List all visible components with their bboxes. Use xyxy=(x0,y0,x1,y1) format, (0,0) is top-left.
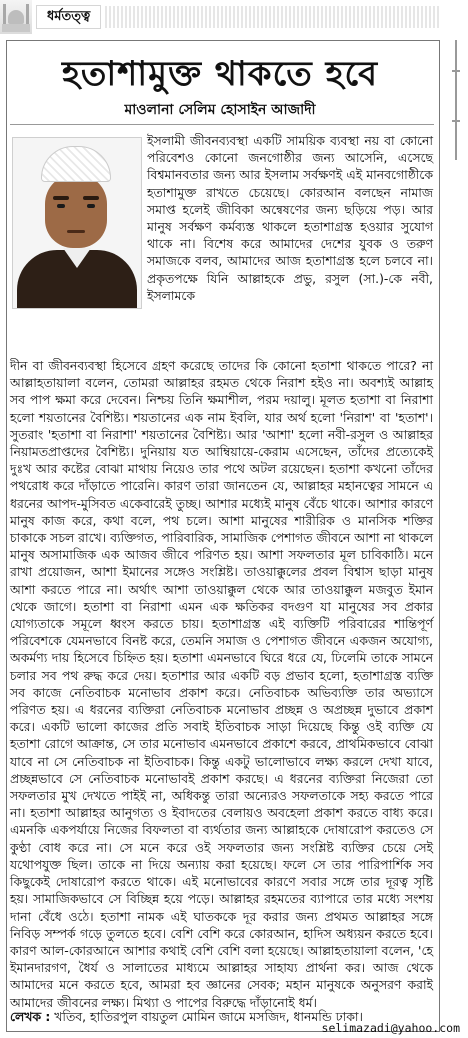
article-body: দীন বা জীবনব্যবস্থা হিসেবে গ্রহণ করেছে তাদের কি কোনো হতাশা থাকতে পারে? না আল্লাহতায়ালা বলেন, তোমরা আল্লাহর রহমত থেকে নিরাশ হইও না। অবশ্যই আল্লাহ সব পাপ ক্ষমা করে দেবেন। নিশ্চয় তিনি ক্ষমাশীল, পরম দয়ালু। মূলত হতাশা বা নিরাশা হলো শয়তানের বৈশিষ্ট্য। শয়তানের এক নাম ইবলি, যার অর্থ হলো 'নিরাশ' বা 'হতাশ'। সুতরাং 'হতাশা বা নিরাশা' শয়তানের বৈশিষ্ট্য। আর 'আশা' হলো নবী-রসুল ও আল্লাহর নিয়ামতপ্রাপ্তদের বৈশিষ্ট্য। দুনিয়ায় যত আম্বিয়ায়ে-কেরাম এসেছেন, তাঁদের প্রত্যেকেই দুঃখ আর কষ্টের বোঝা মাথায় নিয়েও তার পথে অটল রয়েছেন। হতাশা কখনো তাঁদের পথরোধ করে দাঁড়াতে পারেনি। কারণ তারা জানতেন যে, আল্লাহর মহানত্বের সামনে এ ধরনের আপদ-মুসিবত একেবারেই তুচ্ছ। আশার মধ্যেই মানুষ বেঁচে থাকে। আশার কারণে মানুষ কাজ করে, কথা বলে, পথ চলে। আশা মানুষের শারীরিক ও মানসিক শক্তির চাকাকে সচল রাখে। ব্যক্তিগত, পারিবারিক, সামাজিক পেশাগত জীবনে আশা না থাকলে মানুষ অসামাজিক এক আজব জীবে পরিণত হয়। আশা সফলতার মূল চাবিকাঠি। মনে রাখা প্রয়োজন, আশা ইমানের সঙ্গেও সংশ্লিষ্ট। তাওয়াক্কুলের প্রবল বিশ্বাস ছাড়া মানুষ আশা করতে পারে না। অর্থাৎ আশা তাওয়াক্কুল থেকে আর তাওয়াক্কুল মজবুত ইমান থেকে জাগে। হতাশা বা নিরাশা এমন এক ক্ষতিকর বদগুণ যা মানুষের সব প্রকার যোগ্যতাকে সমূলে ধ্বংস করতে চায়। হতাশাগ্রস্ত এই ব্যক্তিটি পরিবারের শান্তিপূর্ণ পরিবেশকে যেমনভাবে বিনষ্ট করে, তেমনি সমাজ ও পেশাগত জীবনে একজন অযোগ্য, অকর্মণ্য দায় হিসেবে চিহ্নিত হয়। হতাশা এমনভাবে ঘিরে ধরে যে, ঢিলেমি তাকে সামনে চলার সব পথ রুদ্ধ করে দেয়। হতাশার আর একটি বড় প্রভাব হলো, হতাশাগ্রস্ত ব্যক্তি সব কাজে নেতিবাচক মনোভাব প্রকাশ করে। নেতিবাচক অভিব্যক্তি তার অভ্যাসে পরিণত হয়। এ ধরনের ব্যক্তিরা নেতিবাচক মনোভাব প্রচ্ছন্ন ও অপ্রচ্ছন্ন দুভাবে প্রকাশ করে। একটি ভালো কাজের প্রতি সবাই ইতিবাচক সাড়া দিয়েছে কিন্তু ওই ব্যক্তি যে হতাশা রোগে আক্রান্ত, সে তার মনোভাব এমনভাবে প্রকাশে করবে, প্রাথমিকভাবে বোঝা যাবে না সে নেতিবাচক না ইতিবাচক। কিন্তু একটু ভালোভাবে লক্ষ্য করলে দেখা যাবে, প্রচ্ছন্নভাবে সে নেতিবাচক মনোভাবই প্রকাশ করছে। এ ধরনের ব্যক্তিরা নিজেরা তো সফলতার মুখ দেখতে পাইই না, অধিকন্তু তারা অন্যেরও সফলতাকে সহ্য করতে পারে না। হতাশা আল্লাহর আনুগত্য ও ইবাদতের বেলায়ও অবহেলা প্রকাশ করতে বাধ্য করে। এমনকি একপর্যায়ে নিজের বিফলতা বা ব্যর্থতার জন্য আল্লাহকে দোষারোপ করতেও সে কুণ্ঠা বোধ করে না। সে মনে করে ওই সফলতার জন্য সংশ্লিষ্ট ব্যক্তির চেয়ে সেই যথোপযুক্ত ছিল। তাকে না দিয়ে অন্যায় করা হয়েছে। ফলে সে তার পারিপার্শিক সব কিছুকেই দোষারোপ করতে থাকে। এই মনোভাবের কারণে সবার সঙ্গে তার দূরত্ব সৃষ্টি হয়। সামাজিকভাবে সে বিচ্ছিন্ন হয়ে পড়ে। আল্লাহর রহমতের ব্যাপারে তার মধ্যে সংশয় দানা বেঁধে ওঠে। হতাশা নামক এই ঘাতককে দূর করার জন্য প্রথমত আল্লাহর সঙ্গে নিবিড় সম্পর্ক গড়ে তুলতে হবে। বেশি বেশি করে কোরআন, হাদিস অধ্যয়ন করতে হবে। কারণ আল-কোরআনে আশার কথাই বেশি বেশি বলা হয়েছে। আল্লাহতায়ালা বলেন, 'হে ইমানদারগণ, ধৈর্য ও সালাতের মাধ্যমে আল্লাহর সাহায্য প্রার্থনা কর। আজ থেকে আমাদের মনে করতে হবে, আমরা হব জ্ঞানের সেবক; মহান মানুষকে অনুসরণ করাই আমাদের জীবনের লক্ষ্য। মিথ্যা ও পাপের বিরুদ্ধে দাঁড়ানোই ধর্ম। xyxy=(10,358,433,1010)
header-stripe xyxy=(105,6,440,28)
edge-tick xyxy=(452,120,460,122)
article-title: হতাশামুক্ত থাকতে হবে xyxy=(61,54,379,94)
title-divider xyxy=(10,124,434,125)
article-intro: ইসলামী জীবনব্যবস্থা একটি সাময়িক ব্যবস্থা নয় বা কোনো পরিবেশও কোনো জনগোষ্ঠীর জন্য আসেনি, এসেছে বিশ্বমানবতার জন্য আর ইসলাম সর্বক্ষণই এই মানবগোষ্ঠীকে হতাশামুক্ত রাখতে চেয়েছে। কোরআন বলছেন নামাজ সমাপ্ত হলেই জীবিকা অন্বেষণের জন্য ছড়িয়ে পড়। আর মানুষ সর্বক্ষণ কর্মব্যস্ত থাকলে হতাশাগ্রস্ত হওয়ার সুযোগ থাকে না। বিশেষ করে আমাদের দেশের যুবক ও তরুণ সমাজকে বলব, আমাদের আজ হতাশাগ্রস্ত হলে চলবে না। প্রকৃতপক্ষে যিনি আল্লাহকে প্রভু, রসুল (সা.)-কে নবী, ইসলামকে xyxy=(147,133,433,303)
byline-label: লেখক : xyxy=(10,1009,51,1024)
author-photo xyxy=(12,137,142,309)
byline-text: খতিব, হাতিরপুল বায়তুল মোমিন জামে মসজিদ, ধানমন্ডি ঢাকা। xyxy=(54,1009,363,1024)
section-header xyxy=(0,0,440,34)
article-author: মাওলানা সেলিম হোসাইন আজাদী xyxy=(124,102,316,118)
author-email: selimazadi@yahoo.com xyxy=(321,1021,460,1035)
edge-tick xyxy=(452,70,460,72)
mosque-icon xyxy=(0,0,32,34)
section-label: ধর্মতত্ত্ব xyxy=(36,5,101,29)
page-edge-mark xyxy=(455,40,457,160)
